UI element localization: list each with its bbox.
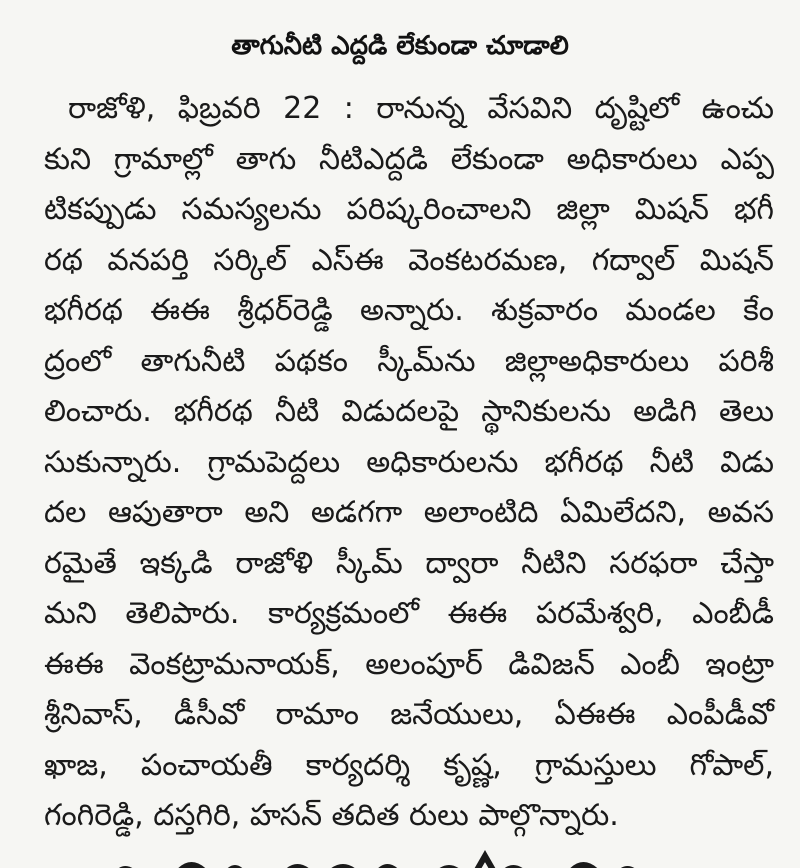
article-body [44,84,774,842]
article-line-7: లించారు. భగీరథ నీటి విడుదలపై స్థానికులను అడిగి తెలు [44,394,774,429]
article-line-1: రాజోళి, ఫిబ్రవరి 22 : రానున్న వేసవిని దృష్టిలో ఉంచు [68,91,774,126]
article-line-10: రమైతే ఇక్కడి రాజోళి స్కీమ్ ద్వారా నీటిని సరఫరా చేస్తా [44,545,774,581]
article-line-11: మని తెలిపారు. కార్యక్రమంలో ఈఈ పరమేశ్వరి, ఎంబీడీ [44,596,774,631]
cropped-headline-glyphs [105,846,685,868]
article-headline: తాగునీటి ఎద్దడి లేకుండా చూడాలి [231,31,569,61]
article-line-6: ద్రంలో తాగునీటి పథకం స్కీమ్‌ను జిల్లాఅధికారులు పరిశీ [44,343,774,379]
article-line-4: రథ వనపర్తి సర్కిల్ ఎస్ఈ వెంకటరమణ, గద్వాల్ మిషన్ [44,242,774,278]
article-line-15: గంగిరెడ్డి, దస్తగిరి, హసన్ తదిత రులు పాల్గొన్నారు. [44,798,619,833]
article-line-12: ఈఈ వెంకట్రామనాయక్, అలంపూర్ డివిజన్ ఎంబీ ఇంట్రా [44,646,774,682]
article-line-14: ఖాజ, పంచాయతీ కార్యదర్శి కృష్ణ, గ్రామస్తులు గోపాల్, [44,747,774,783]
article-line-8: సుకున్నారు. గ్రామపెద్దలు అధికారులను భగీరథ నీటి విడు [44,444,774,480]
cropped-next-headline [105,846,685,868]
article-line-9: దల ఆపుతారా అని అడగగా అలాంటిది ఏమిలేదని, అవస [44,495,774,530]
article-line-5: భగీరథ ఈఈ శ్రీధర్‌రెడ్డి అన్నారు. శుక్రవారం మండల కేం [44,293,774,328]
article-line-13: శ్రీనివాస్, డీసీవో రామాం జనేయులు, ఏఈఈ ఎంపీడీవో [44,697,774,732]
article-line-3: టికప్పుడు సమస్యలను పరిష్కరించాలని జిల్లా మిషన్ భగీ [44,192,774,227]
article-line-2: కుని గ్రామాల్లో తాగు నీటిఎద్దడి లేకుండా అధికారులు ఎప్ప [44,141,774,177]
